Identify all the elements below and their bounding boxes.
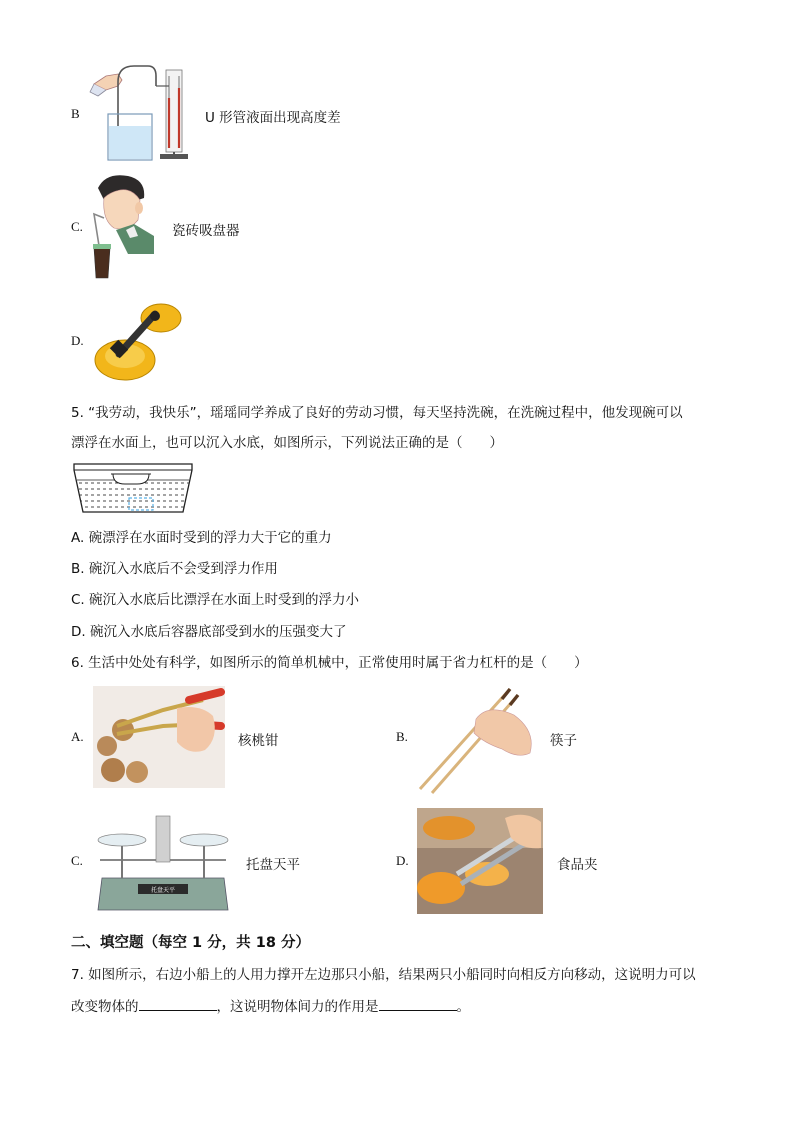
question-6-stem: 6. 生活中处处有科学，如图所示的简单机械中，正常使用时属于省力杠杆的是（ ） xyxy=(71,655,588,671)
tray-balance-image xyxy=(92,808,234,914)
question-5-option-b: B. 碗沉入水底后不会受到浮力作用 xyxy=(71,561,278,577)
option-label-d: D. xyxy=(71,333,84,348)
q6-option-label-c: C. xyxy=(71,853,83,868)
option-label-c: C. xyxy=(71,219,83,234)
question-7-line2-part-a: 改变物体的 xyxy=(71,999,139,1015)
question-5-option-a: A. 碗漂浮在水面时受到的浮力大于它的重力 xyxy=(71,530,332,546)
option-c-text: 瓷砖吸盘器 xyxy=(172,223,240,239)
floating-sinking-bowl-image xyxy=(73,462,193,514)
q6-option-c-text: 托盘天平 xyxy=(246,857,300,873)
balance-nameplate: 托盘天平 xyxy=(150,887,176,894)
food-tongs-image xyxy=(417,808,543,914)
question-7-line2 xyxy=(71,995,470,1015)
q6-option-d-text: 食品夹 xyxy=(557,857,598,873)
option-label-b: B xyxy=(71,106,80,121)
option-b-text: U 形管液面出现高度差 xyxy=(205,110,341,126)
q6-option-label-b: B. xyxy=(396,729,408,744)
question-7-line1: 7. 如图所示，右边小船上的人用力撑开左边那只小船，结果两只小船同时向相反方向移动，这说明力可以 xyxy=(71,967,696,983)
tile-suction-cup-image xyxy=(93,296,185,386)
section-2-heading: 二、填空题（每空 1 分，共 18 分） xyxy=(71,935,310,951)
question-5-stem-line2: 漂浮在水面上，也可以沉入水底，如图所示，下列说法正确的是（ ） xyxy=(71,435,503,451)
walnut-cracker-image xyxy=(93,686,225,788)
question-7-line2-part-c: 。 xyxy=(456,999,470,1015)
answer-blank-2[interactable] xyxy=(379,998,457,1011)
question-7-line2-part-b: ，这说明物体间力的作用是 xyxy=(216,999,379,1015)
u-tube-pressure-gauge-image xyxy=(88,62,192,164)
q6-option-label-a: A. xyxy=(71,729,84,744)
q6-option-label-d: D. xyxy=(396,853,409,868)
answer-blank-1[interactable] xyxy=(139,998,217,1011)
question-5-stem-line1: 5. “我劳动，我快乐”，瑶瑶同学养成了良好的劳动习惯，每天坚持洗碗，在洗碗过程中，他发现碗可以 xyxy=(71,405,683,421)
chopsticks-image xyxy=(418,683,538,795)
q6-option-a-text: 核桃钳 xyxy=(238,733,279,749)
boy-drinking-straw-image xyxy=(88,174,160,282)
q6-option-b-text: 筷子 xyxy=(550,733,577,749)
question-5-option-d: D. 碗沉入水底后容器底部受到水的压强变大了 xyxy=(71,624,347,640)
question-5-option-c: C. 碗沉入水底后比漂浮在水面上时受到的浮力小 xyxy=(71,592,360,608)
